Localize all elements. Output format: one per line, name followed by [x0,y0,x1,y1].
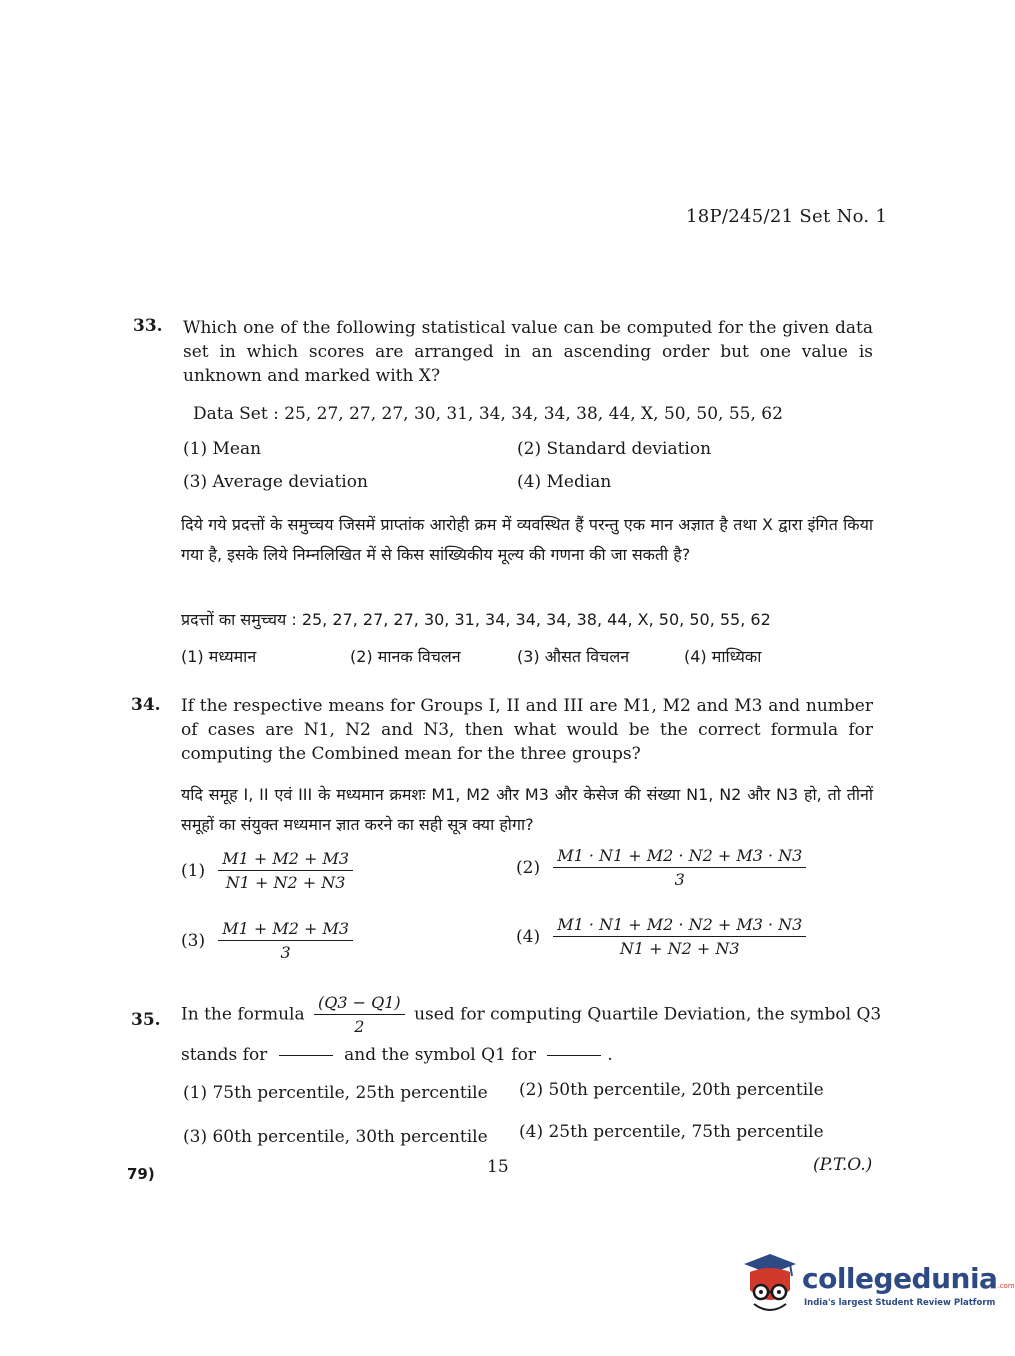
q35-blank-2 [547,1055,601,1056]
q34-option-3-label: (3) [181,930,206,951]
collegedunia-tagline: India's largest Student Review Platform [804,1298,996,1308]
q33-option-1: (1) Mean [183,439,262,459]
q34-option-2-numerator: M1 · N1 + M2 · N2 + M3 · N3 [553,846,806,868]
question-33-dataset: Data Set : 25, 27, 27, 27, 30, 31, 34, 34, 34, 38, 44, X, 50, 50, 55, 62 [193,404,783,424]
question-35-line-2 [181,1045,613,1065]
collegedunia-wordmark: collegedunia [802,1262,998,1295]
q35-option-2: (2) 50th percentile, 20th percentile [519,1080,824,1100]
q34-option-4 [516,915,806,958]
q35-option-1: (1) 75th percentile, 25th percentile [183,1083,488,1103]
q34-option-1-label: (1) [181,860,206,881]
q34-option-3-denominator: 3 [280,943,291,962]
q35-text-before: In the formula [181,1004,305,1025]
q33-hindi-option-3: (3) औसत विचलन [517,647,630,666]
q33-hindi-option-4: (4) माध्यिका [684,647,762,666]
q34-option-4-denominator: N1 + N2 + N3 [619,939,740,958]
q35-symbol-q1: and the symbol Q1 for [344,1045,536,1065]
q35-formula-denominator: 2 [354,1017,365,1036]
q35-stands-for: stands for [181,1045,268,1065]
question-34-hindi-text: यदि समूह I, II एवं III के मध्यमान क्रमशः M1, M2 और M3 और केसेज की संख्या N1, N2 और N3 हो, तो तीनों समूहों का संयुक्त मध्यमान ज्ञात करने का सही सूत्र क्या होगा? [181,785,873,834]
q34-option-1-numerator: M1 + M2 + M3 [218,849,353,871]
q33-hindi-option-2: (2) मानक विचलन [350,647,461,666]
q35-text-after: used for computing Quartile Deviation, the symbol Q3 [414,1004,882,1025]
q33-option-3: (3) Average deviation [183,472,368,492]
q34-option-2-label: (2) [516,857,541,878]
q34-option-4-fraction [553,915,806,958]
q35-formula-numerator: (Q3 − Q1) [314,993,405,1015]
pto-label: (P.T.O.) [813,1155,873,1175]
q34-option-2-denominator: 3 [674,870,685,889]
q34-option-1-fraction [218,849,353,892]
set-code: 18P/245/21 Set No. 1 [686,206,888,227]
q34-option-2 [516,846,806,889]
question-33-text: Which one of the following statistical value can be computed for the given data set in which scores are arranged in an ascending order but one value is unknown and marked with X? [183,318,873,386]
q34-option-1 [181,849,353,892]
q35-option-3: (3) 60th percentile, 30th percentile [183,1127,488,1147]
question-35-line-1 [181,993,881,1036]
page-number: 15 [487,1157,509,1177]
question-33-number: 33. [133,316,163,336]
question-33-hindi-dataset: प्रदत्तों का समुच्चय : 25, 27, 27, 27, 30, 31, 34, 34, 34, 38, 44, X, 50, 50, 55, 62 [181,610,771,629]
q33-option-4: (4) Median [517,472,612,492]
q33-option-2: (2) Standard deviation [517,439,712,459]
question-33-hindi-text: दिये गये प्रदत्तों के समुच्चय जिसमें प्राप्तांक आरोही क्रम में व्यवस्थित हैं परन्तु एक मान अज्ञात है तथा X द्वारा इंगित किया गया है, इसके लिये निम्नलिखित में से किस सांख्यिकीय मूल्य की गणना की जा सकती है? [181,515,873,564]
q34-option-2-fraction [553,846,806,889]
q35-formula [314,993,405,1036]
q34-option-3-numerator: M1 + M2 + M3 [218,919,353,941]
q35-option-4: (4) 25th percentile, 75th percentile [519,1122,824,1142]
collegedunia-logo [802,1262,1015,1295]
q34-option-1-denominator: N1 + N2 + N3 [225,873,346,892]
collegedunia-suffix: .com [997,1282,1015,1290]
question-35-number: 35. [131,1010,161,1030]
q35-period: . [607,1045,613,1065]
q34-option-4-label: (4) [516,926,541,947]
footer-code: 79) [127,1165,155,1183]
q33-hindi-option-1: (1) मध्यमान [181,647,257,666]
question-34-text: If the respective means for Groups I, II and III are M1, M2 and M3 and number of cases are N1, N2 and N3, then what would be the correct formula for computing the Combined mean for the three groups? [181,696,873,764]
q34-option-4-numerator: M1 · N1 + M2 · N2 + M3 · N3 [553,915,806,937]
collegedunia-mascot-icon [740,1250,800,1316]
question-34-number: 34. [131,695,161,715]
q34-option-3 [181,919,353,962]
q34-option-3-fraction [218,919,353,962]
q35-blank-1 [279,1055,333,1056]
